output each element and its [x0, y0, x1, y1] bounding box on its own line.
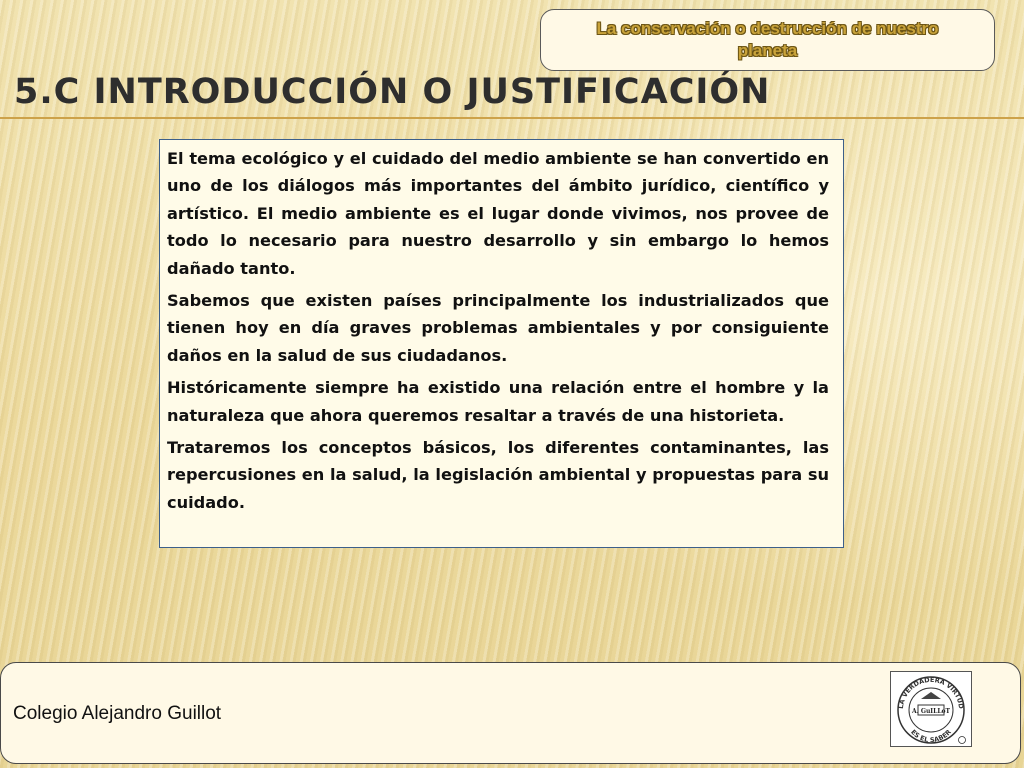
slide-title: 5.C INTRODUCCIÓN O JUSTIFICACIÓN [14, 72, 771, 112]
school-name: Colegio Alejandro Guillot [13, 703, 222, 724]
content-box [159, 139, 844, 548]
school-seal-icon [890, 671, 972, 747]
title-divider [0, 117, 1024, 119]
seal-center-text: A. GuILLoT [911, 708, 951, 715]
banner-text: La conservación o destrucción de nuestro planeta [596, 19, 939, 60]
paragraph-1: El tema ecológico y el cuidado del medio ambiente se han convertido en uno de los diálogos más importantes del ámbito jurídico, científico y artístico. El medio ambiente es el lugar donde vivimos, nos provee de todo lo necesario para nuestro desarrollo y sin embargo lo hemos dañado tanto. [167, 149, 829, 278]
seal-top-text: LA VERDADERA VIRTUD [896, 675, 966, 710]
paragraph-2: Sabemos que existen países principalmente los industrializados que tienen hoy en día graves problemas ambientales y por consiguiente daños en la salud de sus ciudadanos. [167, 291, 829, 365]
paragraph-3: Históricamente siempre ha existido una relación entre el hombre y la naturaleza que ahora queremos resaltar a través de una historieta. [167, 378, 829, 425]
seal-bottom-text: ES EL SABER [909, 728, 953, 745]
paragraph-4: Trataremos los conceptos básicos, los diferentes contaminantes, las repercusiones en la salud, la legislación ambiental y propuestas para su cuidado. [167, 438, 829, 512]
top-banner [540, 9, 995, 71]
